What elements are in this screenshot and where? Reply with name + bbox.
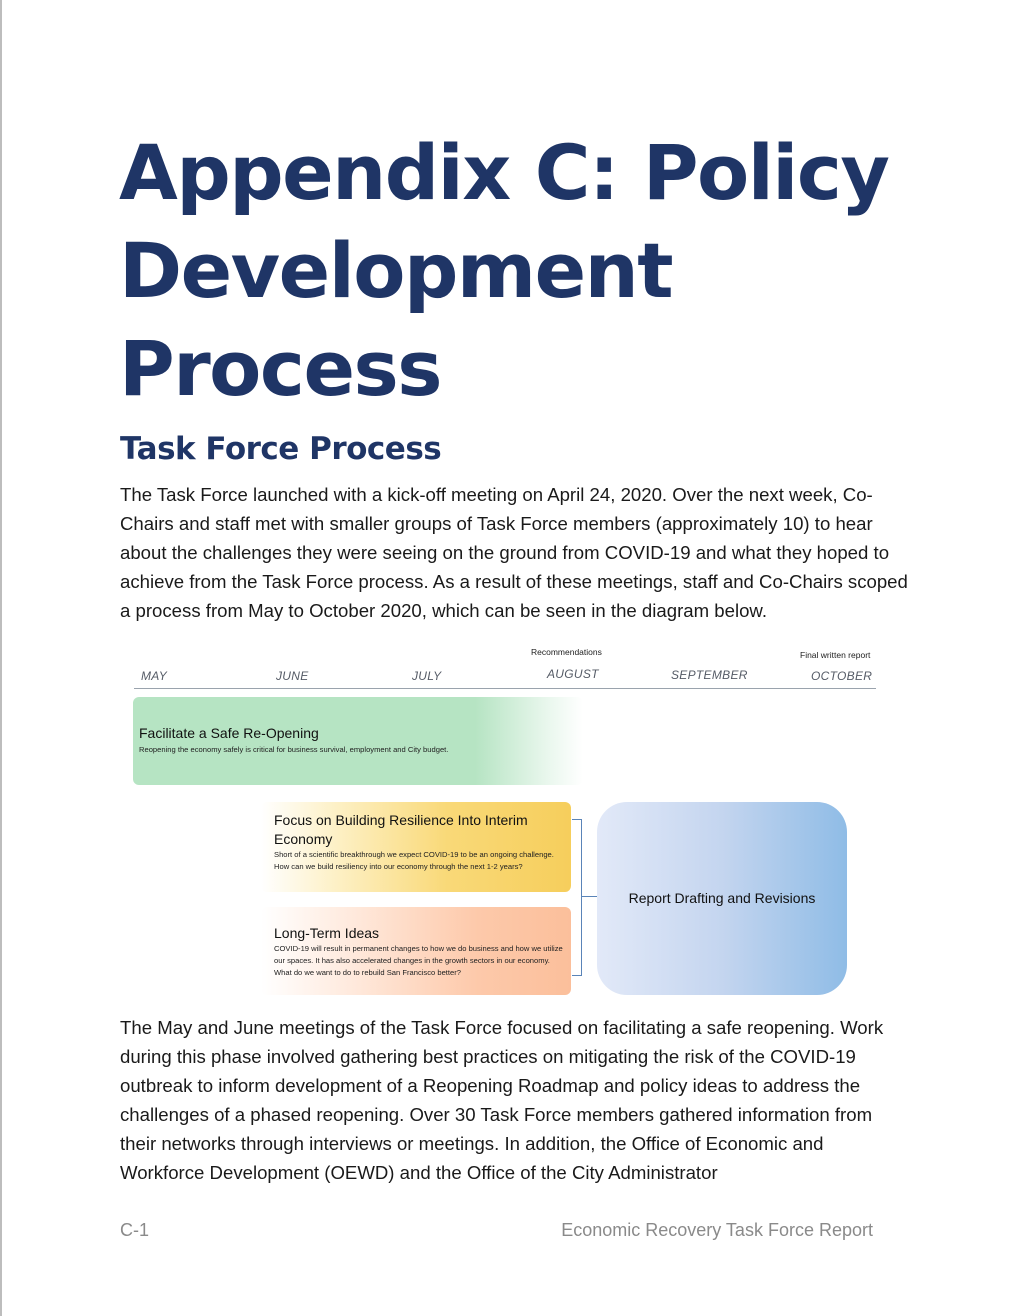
month-june: JUNE (276, 669, 309, 683)
resilience-description: Short of a scientific breakthrough we expect COVID-19 to be an ongoing challenge. How can we build resiliency into our economy through the next 1-2 years? (274, 850, 554, 871)
process-timeline-diagram (120, 640, 880, 1000)
timeline-axis (134, 688, 876, 689)
page-number: C-1 (120, 1220, 150, 1240)
month-october: OCTOBER (811, 669, 873, 683)
month-july: JULY (412, 669, 442, 683)
resilience-box (261, 802, 571, 892)
page-title-line-3: Process (119, 324, 441, 413)
page-title-line-1: Appendix C: Policy (119, 128, 889, 217)
report-drafting-box (597, 802, 847, 995)
phase-paragraph: The May and June meetings of the Task Force focused on facilitating a safe reopening. Work during this phase involved gathering best practices on mitigating the risk of the COVID-19 outbreak to inform development of a Reopening Roadmap and policy ideas to address the challenges of a phased reopening. Over 30 Task Force members gathered information from their networks through interviews or meetings. In addition, the Office of Economic and Workforce Development (OEWD) and the Office of the City Administrator (120, 1017, 884, 1183)
month-may: MAY (141, 669, 168, 683)
long-term-title: Long-Term Ideas (274, 925, 380, 941)
month-september: SEPTEMBER (671, 668, 748, 682)
resilience-title: Focus on Building Resilience Into Interim Economy (274, 812, 528, 847)
milestone-final-report: Final written report (800, 650, 871, 660)
connector-line (582, 896, 597, 897)
safe-reopening-title: Facilitate a Safe Re-Opening (139, 725, 319, 741)
report-drafting-title: Report Drafting and Revisions (628, 890, 816, 906)
long-term-box (261, 907, 571, 995)
safe-reopening-box (133, 697, 583, 785)
long-term-description: COVID-19 will result in permanent changes to how we do business and how we utilize our spaces. It has also accelerated changes in the growth sectors in our economy. What do we want to do to rebuild San Francisco better? (274, 944, 563, 977)
intro-paragraph: The Task Force launched with a kick-off meeting on April 24, 2020. Over the next week, Co-Chairs and staff met with smaller groups of Task Force members (approximately 10) to hear about the challenges they were seeing on the ground from COVID-19 and what they hoped to achieve from the Task Force process. As a result of these meetings, staff and Co-Chairs scoped a process from May to October 2020, which can be seen in the diagram below. (120, 484, 908, 621)
connector-bracket (572, 819, 582, 976)
month-august: AUGUST (547, 667, 599, 681)
page-title (119, 124, 939, 418)
report-name: Economic Recovery Task Force Report (561, 1220, 873, 1240)
section-heading: Task Force Process (120, 431, 442, 467)
safe-reopening-description: Reopening the economy safely is critical for business survival, employment and City budget. (139, 745, 449, 754)
milestone-recommendations: Recommendations (531, 647, 602, 657)
page-edge (0, 0, 2, 1316)
page-title-line-2: Development (119, 226, 673, 315)
